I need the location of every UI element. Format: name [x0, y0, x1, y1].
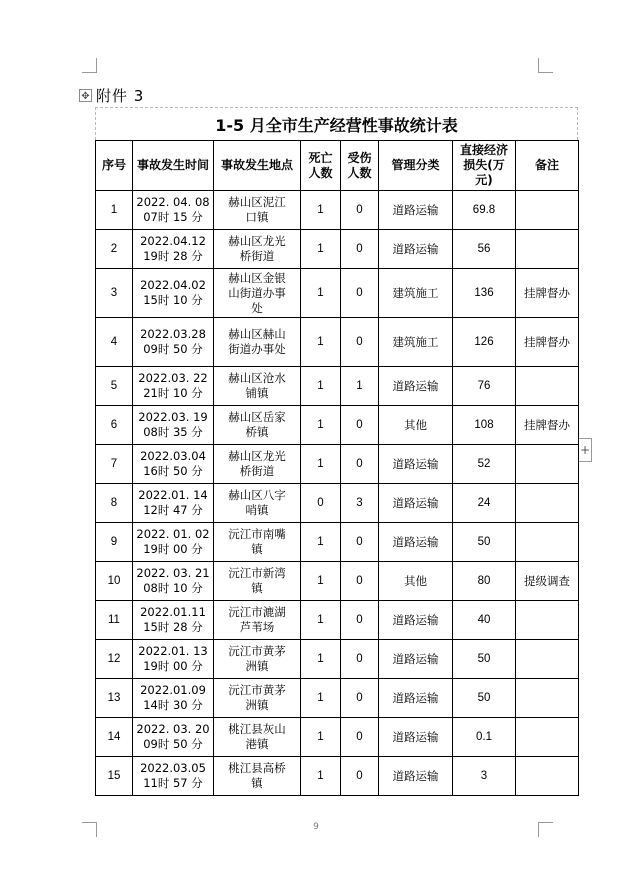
cell-injured: [341, 269, 379, 318]
cell-location: [214, 640, 301, 679]
cell-category: [379, 757, 453, 796]
cell-time-text: 09时 50 分: [143, 342, 203, 356]
cell-deaths: [301, 484, 341, 523]
cell-deaths: [301, 318, 341, 367]
cell-time-text: 2022.01. 14: [138, 488, 208, 502]
cell-deaths-text: 1: [317, 613, 324, 626]
cell-time-text: 2022.03. 19: [138, 410, 208, 424]
cell-deaths: [301, 757, 341, 796]
cell-location: [214, 562, 301, 601]
cell-remark: [516, 484, 579, 523]
table-row: [96, 318, 579, 367]
cell-deaths-text: 1: [317, 769, 324, 782]
cell-deaths-text: 1: [317, 286, 324, 299]
cell-location: [214, 191, 301, 230]
cell-location: [214, 484, 301, 523]
cell-location-text: 芦苇场: [239, 620, 275, 634]
cell-deaths-text: 1: [317, 574, 324, 587]
cell-location-text: 赫山区沧水: [228, 371, 286, 385]
cell-seq: [96, 718, 133, 757]
cell-location: [214, 679, 301, 718]
cell-time-text: 15时 10 分: [143, 293, 203, 307]
cell-loss: [453, 523, 516, 562]
cell-injured: [341, 318, 379, 367]
cell-remark-text: 挂牌督办: [524, 417, 570, 432]
cell-injured-text: 3: [356, 496, 363, 509]
cell-category-text: 道路运输: [392, 690, 439, 705]
cell-injured: [341, 406, 379, 445]
cell-category: [379, 679, 453, 718]
cell-seq-text: 11: [108, 613, 120, 626]
cell-time-text: 15时 28 分: [143, 620, 203, 634]
cell-remark: [516, 523, 579, 562]
header-loss: 直接经济损失(万元): [453, 141, 516, 191]
table-row: [96, 523, 579, 562]
cell-seq-text: 13: [107, 691, 121, 704]
cell-time: [133, 367, 214, 406]
cell-seq: [96, 562, 133, 601]
cell-deaths-text: 1: [317, 418, 324, 431]
cell-deaths: [301, 562, 341, 601]
cell-time: [133, 269, 214, 318]
table-row: [96, 484, 579, 523]
cell-deaths: [301, 367, 341, 406]
cell-time-text: 11时 57 分: [143, 776, 203, 790]
cell-location: [214, 230, 301, 269]
cell-loss-text: 50: [477, 535, 491, 548]
cell-deaths: [301, 718, 341, 757]
cell-category-text: 道路运输: [392, 495, 439, 510]
cell-category-text: 建筑施工: [392, 334, 439, 349]
cell-seq: [96, 484, 133, 523]
table-row: [96, 191, 579, 230]
cell-location-text: 桃江县高桥: [228, 761, 286, 775]
cell-time: [133, 484, 214, 523]
cell-time-text: 2022.03. 22: [138, 371, 208, 385]
cell-category-text: 道路运输: [392, 241, 439, 256]
cell-loss: [453, 230, 516, 269]
cell-loss: [453, 269, 516, 318]
cell-loss-text: 3: [480, 769, 488, 782]
cell-time-text: 09时 50 分: [143, 737, 203, 751]
cell-category-text: 道路运输: [392, 378, 439, 393]
cell-location-text: 桥街道: [239, 464, 275, 478]
cell-time-text: 2022.01. 13: [138, 644, 208, 658]
cell-remark-text: 挂牌督办: [524, 334, 570, 349]
cell-time-text: 2022.01.11: [140, 605, 206, 619]
cell-time-text: 2022. 03. 21: [136, 566, 210, 580]
cell-location-text: 赫山区泥江: [228, 195, 286, 209]
cell-time: [133, 191, 214, 230]
table-row: [96, 269, 579, 318]
cell-deaths: [301, 191, 341, 230]
cell-seq: [96, 523, 133, 562]
cell-injured: [341, 523, 379, 562]
cell-seq: [96, 269, 133, 318]
cell-category: [379, 640, 453, 679]
cell-location-text: 沅江市黄茅: [228, 644, 286, 658]
cell-injured-text: 0: [356, 286, 363, 299]
cell-deaths-text: 0: [317, 496, 324, 509]
cell-location: [214, 367, 301, 406]
cell-location-text: 镇: [251, 776, 263, 790]
cell-time-text: 19时 00 分: [143, 542, 203, 556]
crop-mark-top-left: [82, 58, 97, 73]
cell-location: [214, 406, 301, 445]
cell-location-text: 镇: [251, 542, 263, 556]
table-move-handle-icon[interactable]: ✥: [79, 89, 92, 102]
cell-time-text: 19时 00 分: [143, 659, 203, 673]
cell-loss-text: 0.1: [476, 730, 492, 743]
cell-loss: [453, 562, 516, 601]
cell-location-text: 口镇: [245, 210, 269, 224]
cell-location-text: 沅江市黄茅: [228, 683, 286, 697]
cell-location-text: 赫山区八字: [228, 488, 286, 502]
cell-time-text: 14时 30 分: [143, 698, 203, 712]
cell-injured-text: 0: [356, 242, 363, 255]
cell-time: [133, 562, 214, 601]
cell-deaths: [301, 601, 341, 640]
cell-loss: [453, 406, 516, 445]
cell-deaths: [301, 679, 341, 718]
cell-remark: [516, 562, 579, 601]
cell-injured-text: 0: [356, 691, 363, 704]
cell-remark: [516, 318, 579, 367]
cell-time: [133, 230, 214, 269]
table-body: [96, 191, 579, 796]
cell-injured: [341, 601, 379, 640]
cell-injured: [341, 367, 379, 406]
cell-seq-text: 6: [110, 418, 118, 431]
cell-location: [214, 318, 301, 367]
cell-remark-text: 提级调查: [524, 573, 570, 588]
cell-loss: [453, 484, 516, 523]
cell-time: [133, 679, 214, 718]
cell-location-text: 桥镇: [245, 425, 269, 439]
cell-category-text: 道路运输: [392, 202, 439, 217]
cell-location: [214, 718, 301, 757]
cell-category-text: 建筑施工: [392, 285, 439, 300]
cell-category-text: 道路运输: [392, 456, 439, 471]
cell-location-text: 赫山区龙光: [228, 449, 286, 463]
header-deaths: 死亡人数: [301, 141, 341, 191]
table-row: [96, 445, 579, 484]
cell-seq-text: 15: [107, 769, 121, 782]
cell-loss-text: 40: [477, 613, 491, 626]
cell-location-text: 铺镇: [245, 386, 269, 400]
cell-time: [133, 640, 214, 679]
cell-time-text: 2022.03.05: [140, 761, 206, 775]
cell-injured-text: 1: [356, 379, 363, 392]
cell-deaths-text: 1: [317, 535, 324, 548]
header-time: 事故发生时间: [133, 141, 214, 191]
cell-injured-text: 0: [356, 335, 363, 348]
cell-time-text: 12时 47 分: [143, 503, 203, 517]
cell-seq: [96, 445, 133, 484]
cell-seq-text: 3: [110, 286, 118, 299]
header-remark: 备注: [516, 141, 579, 191]
cell-location-text: 沅江市南嘴: [228, 527, 286, 541]
cell-deaths-text: 1: [317, 730, 324, 743]
cell-remark: [516, 757, 579, 796]
cell-category-text: 其他: [404, 417, 427, 432]
cell-loss: [453, 679, 516, 718]
cell-time-text: 2022. 04. 08: [136, 195, 210, 209]
cell-loss: [453, 191, 516, 230]
accident-statistics-table: [95, 140, 579, 796]
cell-deaths: [301, 445, 341, 484]
cell-seq-text: 10: [107, 574, 121, 587]
cell-deaths-text: 1: [317, 457, 324, 470]
cell-loss-text: 50: [477, 652, 491, 665]
cell-category: [379, 318, 453, 367]
cell-loss: [453, 318, 516, 367]
header-category: 管理分类: [379, 141, 453, 191]
cell-seq-text: 14: [107, 730, 121, 743]
cell-category: [379, 718, 453, 757]
cell-location: [214, 601, 301, 640]
cell-time-text: 08时 35 分: [143, 425, 203, 439]
cell-loss-text: 52: [477, 457, 491, 470]
cell-seq: [96, 601, 133, 640]
attachment-label: 附件 3: [96, 87, 145, 105]
cell-location-text: 洲镇: [245, 659, 269, 673]
cell-time: [133, 601, 214, 640]
cell-seq-text: 1: [110, 203, 118, 216]
cell-loss: [453, 718, 516, 757]
cell-time: [133, 318, 214, 367]
cell-category: [379, 562, 453, 601]
cell-seq: [96, 230, 133, 269]
cell-time: [133, 445, 214, 484]
cell-deaths-text: 1: [317, 691, 324, 704]
table-row: [96, 718, 579, 757]
cell-injured: [341, 191, 379, 230]
cell-category-text: 道路运输: [392, 768, 439, 783]
cell-category: [379, 601, 453, 640]
cell-injured-text: 0: [356, 769, 363, 782]
cell-remark: [516, 406, 579, 445]
cell-injured: [341, 757, 379, 796]
cell-location-text: 街道办事处: [228, 342, 286, 356]
cell-deaths: [301, 406, 341, 445]
cell-time-text: 07时 15 分: [143, 210, 203, 224]
cell-seq: [96, 640, 133, 679]
cell-remark: [516, 367, 579, 406]
cell-location-text: 桃江县灰山: [228, 722, 286, 736]
cell-remark: [516, 601, 579, 640]
table-row: [96, 640, 579, 679]
cell-seq: [96, 679, 133, 718]
cell-loss-text: 50: [477, 691, 491, 704]
cell-seq-text: 12: [107, 652, 121, 665]
cell-remark: [516, 679, 579, 718]
cell-loss-text: 126: [474, 335, 494, 348]
cell-time: [133, 406, 214, 445]
cell-category-text: 道路运输: [392, 534, 439, 549]
cell-category-text: 道路运输: [392, 729, 439, 744]
cell-category-text: 道路运输: [392, 651, 439, 666]
cell-deaths-text: 1: [317, 335, 324, 348]
cell-category-text: 道路运输: [392, 612, 439, 627]
cell-injured: [341, 445, 379, 484]
cell-location-text: 桥街道: [239, 249, 275, 263]
cell-seq-text: 2: [110, 242, 118, 255]
cell-location-text: 赫山区龙光: [228, 234, 286, 248]
cell-category: [379, 484, 453, 523]
cell-deaths: [301, 269, 341, 318]
cell-time-text: 2022.04.02: [140, 278, 206, 292]
cell-time-text: 19时 28 分: [143, 249, 203, 263]
cell-location-text: 赫山区金银: [228, 270, 286, 285]
cell-injured-text: 0: [356, 535, 363, 548]
cell-injured: [341, 718, 379, 757]
cell-loss: [453, 757, 516, 796]
cell-category: [379, 523, 453, 562]
cell-category: [379, 230, 453, 269]
cell-location: [214, 757, 301, 796]
cell-time: [133, 523, 214, 562]
cell-injured-text: 0: [356, 418, 363, 431]
cell-seq-text: 5: [110, 379, 118, 392]
cell-injured-text: 0: [356, 203, 363, 216]
page-number: 9: [313, 822, 319, 832]
cell-seq-text: 4: [110, 335, 118, 348]
cell-time-text: 2022. 03. 20: [136, 722, 210, 736]
cell-injured: [341, 679, 379, 718]
cell-remark: [516, 191, 579, 230]
cell-injured-text: 0: [356, 652, 363, 665]
cell-category: [379, 406, 453, 445]
table-row: [96, 601, 579, 640]
cell-deaths: [301, 640, 341, 679]
cell-loss-text: 69.8: [472, 203, 496, 216]
header-location: 事故发生地点: [214, 141, 301, 191]
cell-remark: [516, 269, 579, 318]
cell-loss-text: 76: [477, 379, 491, 392]
cell-location: [214, 269, 301, 318]
cell-time-text: 2022.01.09: [140, 683, 206, 697]
cell-time-text: 2022.04.12: [140, 234, 206, 248]
cell-time-text: 21时 10 分: [143, 386, 203, 400]
cell-loss: [453, 640, 516, 679]
header-injured: 受伤人数: [341, 141, 379, 191]
cell-deaths-text: 1: [317, 203, 324, 216]
add-column-icon[interactable]: +: [578, 438, 592, 462]
table-header-row: [96, 141, 579, 191]
cell-deaths-text: 1: [317, 379, 324, 392]
cell-loss-text: 56: [477, 242, 491, 255]
cell-seq: [96, 367, 133, 406]
cell-location-text: 山街道办事: [228, 285, 286, 300]
cell-seq: [96, 406, 133, 445]
cell-loss: [453, 367, 516, 406]
cell-location-text: 镇: [251, 581, 263, 595]
cell-time-text: 08时 10 分: [143, 581, 203, 595]
cell-time-text: 2022. 01. 02: [136, 527, 210, 541]
cell-deaths: [301, 230, 341, 269]
cell-location-text: 洲镇: [245, 698, 269, 712]
cell-location: [214, 523, 301, 562]
cell-seq-text: 7: [110, 457, 118, 470]
cell-injured-text: 0: [356, 730, 363, 743]
cell-category-text: 其他: [404, 573, 427, 588]
cell-category: [379, 445, 453, 484]
cell-injured: [341, 562, 379, 601]
cell-location-text: 沅江市新湾: [228, 566, 286, 580]
cell-category: [379, 191, 453, 230]
cell-time-text: 2022.03.04: [140, 449, 206, 463]
cell-remark: [516, 445, 579, 484]
cell-category: [379, 269, 453, 318]
cell-location-text: 处: [251, 300, 263, 315]
cell-loss-text: 24: [477, 496, 491, 509]
cell-location-text: 赫山区岳家: [228, 410, 286, 424]
table-row: [96, 406, 579, 445]
cell-loss: [453, 445, 516, 484]
cell-injured: [341, 230, 379, 269]
cell-remark-text: 挂牌督办: [524, 285, 570, 300]
table-title: 1-5 月全市生产经营性事故统计表: [95, 107, 578, 140]
cell-location: [214, 445, 301, 484]
cell-injured-text: 0: [356, 613, 363, 626]
cell-injured-text: 0: [356, 574, 363, 587]
cell-seq: [96, 191, 133, 230]
table-row: [96, 757, 579, 796]
table-row: [96, 562, 579, 601]
cell-remark: [516, 230, 579, 269]
cell-seq-text: 9: [110, 535, 118, 548]
cell-injured: [341, 484, 379, 523]
cell-deaths: [301, 523, 341, 562]
cell-remark: [516, 718, 579, 757]
cell-injured: [341, 640, 379, 679]
cell-seq: [96, 757, 133, 796]
cell-loss-text: 80: [477, 574, 491, 587]
cell-deaths-text: 1: [317, 652, 324, 665]
crop-mark-top-right: [538, 58, 553, 73]
header-seq: 序号: [96, 141, 133, 191]
cell-seq: [96, 318, 133, 367]
cell-location-text: 赫山区赫山: [228, 327, 286, 341]
table-row: [96, 367, 579, 406]
cell-loss-text: 108: [474, 418, 494, 431]
cell-time-text: 2022.03.28: [140, 327, 206, 341]
cell-time-text: 16时 50 分: [143, 464, 203, 478]
cell-seq-text: 8: [110, 496, 118, 509]
table-row: [96, 230, 579, 269]
cell-location-text: 港镇: [245, 737, 269, 751]
cell-loss: [453, 601, 516, 640]
cell-time: [133, 757, 214, 796]
cell-time: [133, 718, 214, 757]
table-row: [96, 679, 579, 718]
cell-deaths-text: 1: [317, 242, 324, 255]
cell-loss-text: 136: [474, 286, 494, 299]
cell-location-text: 哨镇: [245, 503, 269, 517]
cell-injured-text: 0: [356, 457, 363, 470]
cell-remark: [516, 640, 579, 679]
cell-category: [379, 367, 453, 406]
cell-location-text: 沅江市漉湖: [228, 605, 286, 619]
